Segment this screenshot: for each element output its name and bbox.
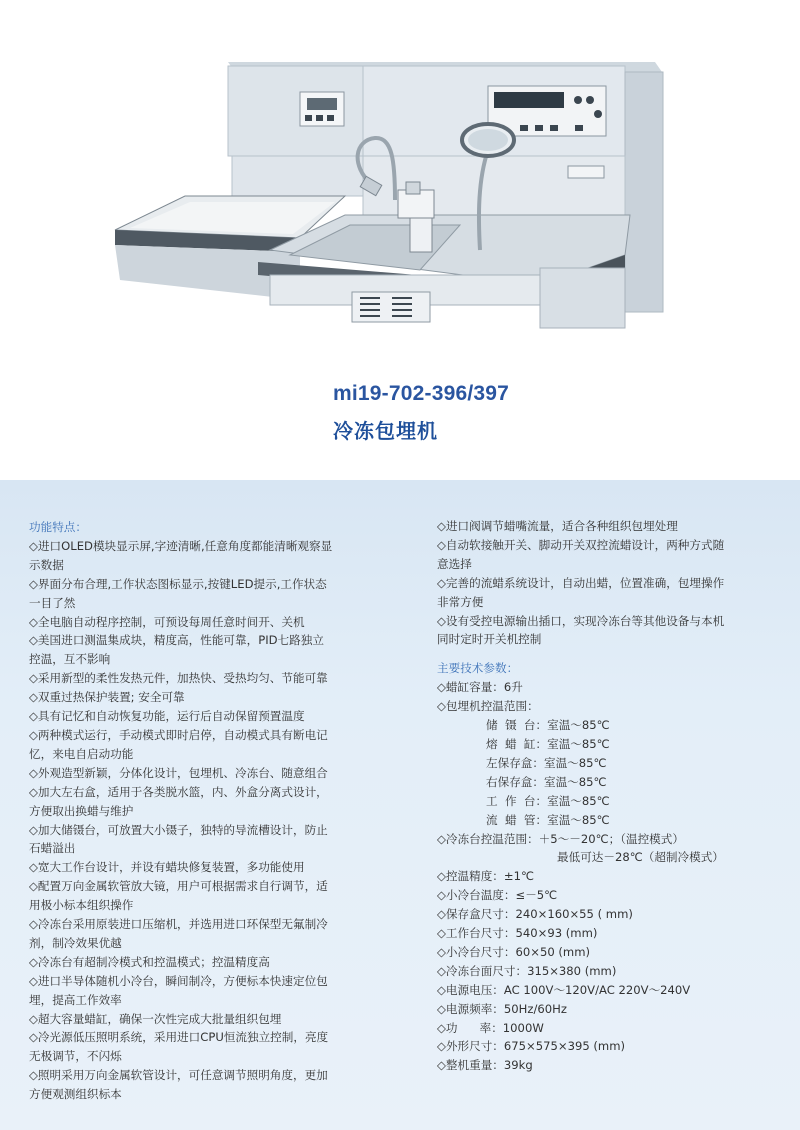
feature-line: ◇自动软接触开关、脚动开关双控流蜡设计，两种方式随: [437, 537, 725, 552]
feature-line: 埋，提高工作效率: [29, 992, 122, 1007]
feature-line: ◇美国进口测温集成块，精度高，性能可靠，PID七路独立: [29, 633, 324, 648]
spec-temp-item: 流 蜡 管：室温～85℃: [486, 812, 610, 827]
product-photo-area: [0, 0, 800, 480]
spec-item: ◇控温精度：±1℃: [437, 869, 534, 884]
spec-item: ◇电源频率：50Hz/60Hz: [437, 1001, 567, 1016]
spec-cold-range-2: 最低可达－28℃（超制冷模式）: [557, 850, 724, 865]
product-name: 冷冻包埋机: [333, 419, 438, 443]
feature-line: ◇进口半导体随机小冷台，瞬间制冷，方便标本快速定位包: [29, 973, 328, 988]
spec-temp-item: 工 作 台：室温～85℃: [486, 793, 610, 808]
feature-line: 方便取出换蜡与维护: [29, 803, 134, 818]
specs-section: [437, 659, 787, 1075]
spec-temp-item: 右保存盒：室温～85℃: [486, 774, 607, 789]
feature-line: ◇照明采用万向金属软管设计，可任意调节照明角度，更加: [29, 1068, 328, 1083]
spec-temp-item: 左保存盒：室温～85℃: [486, 755, 607, 770]
features-title: 功能特点：: [29, 520, 87, 534]
spec-item: ◇保存盒尺寸：240×160×55 ( mm): [437, 907, 633, 922]
feature-line: 一目了然: [29, 595, 76, 610]
feature-line: ◇完善的流蜡系统设计，自动出蜡，位置准确，包埋操作: [437, 575, 725, 590]
feature-line: 用极小标本组织操作: [29, 898, 134, 913]
spec-temp-item: 储 镊 台：室温～85℃: [486, 718, 610, 733]
spec-item: ◇整机重量：39kg: [437, 1058, 533, 1073]
spec-item: ◇电源电压：AC 100V～120V/AC 220V～240V: [437, 982, 691, 997]
feature-line: ◇冷冻台有超制冷模式和控温模式；控温精度高: [29, 954, 270, 969]
feature-line: 同时定时开关机控制: [437, 632, 542, 647]
spec-cold-range: ◇冷冻台控温范围：＋5～－20℃；（温控模式）: [437, 831, 684, 846]
feature-line: 忆，来电自启动功能: [29, 746, 134, 761]
right-column: [437, 517, 787, 1075]
feature-line: ◇配置万向金属软管放大镜，用户可根据需求自行调节，适: [29, 879, 328, 894]
spec-item: ◇外形尺寸：675×575×395 (mm): [437, 1039, 626, 1054]
feature-line: 非常方便: [437, 594, 484, 609]
feature-line: ◇采用新型的柔性发热元件，加热快、受热均匀、节能可靠: [29, 671, 328, 686]
feature-line: ◇超大容量蜡缸，确保一次性完成大批量组织包埋: [29, 1011, 282, 1026]
feature-line: 剂，制冷效果优越: [29, 935, 122, 950]
feature-line: 意选择: [437, 556, 472, 571]
feature-line: 无极调节，不闪烁: [29, 1049, 122, 1064]
spec-item: ◇功 率：1000W: [437, 1020, 544, 1035]
specs-title: 主要技术参数：: [437, 661, 519, 676]
feature-line: ◇冷光源低压照明系统，采用进口CPU恒流独立控制，亮度: [29, 1030, 329, 1045]
features-column: [29, 518, 389, 1104]
feature-line: 控温，互不影响: [29, 652, 111, 667]
spec-item: ◇小冷台尺寸：60×50 (mm): [437, 944, 591, 959]
spec-wax-capacity: ◇蜡缸容量：6升: [437, 680, 523, 695]
embedding-machine-image: [0, 0, 800, 480]
feature-line: ◇外观造型新颖，分体化设计，包埋机、冷冻台、随意组合: [29, 765, 328, 780]
feature-line: ◇双重过热保护装置; 安全可靠: [29, 690, 185, 705]
spec-temp-item: 熔 蜡 缸：室温～85℃: [486, 736, 610, 751]
feature-line: 方便观测组织标本: [29, 1087, 122, 1102]
spec-item: ◇小冷台温度：≤－5℃: [437, 888, 558, 903]
feature-line: ◇两种模式运行，手动模式即时启停，自动模式具有断电记: [29, 727, 328, 742]
feature-line: ◇设有受控电源输出插口，实现冷冻台等其他设备与本机: [437, 613, 725, 628]
spec-item: ◇工作台尺寸：540×93 (mm): [437, 926, 598, 941]
feature-line: ◇具有记忆和自动恢复功能，运行后自动保留预置温度: [29, 709, 305, 724]
feature-line: ◇冷冻台采用原装进口压缩机，并选用进口环保型无氟制冷: [29, 917, 328, 932]
feature-line: ◇进口OLED模块显示屏,字迹清晰,任意角度都能清晰观察显: [29, 538, 333, 553]
feature-line: ◇加大储镊台，可放置大小镊子，独特的导流槽设计，防止: [29, 822, 328, 837]
feature-line: ◇进口阀调节蜡嘴流量，适合各种组织包埋处理: [437, 519, 678, 533]
feature-line: 示数据: [29, 557, 64, 572]
feature-line: 石蜡溢出: [29, 841, 76, 856]
spec-temp-range-title: ◇包埋机控温范围：: [437, 699, 539, 714]
product-model: mi19-702-396/397: [333, 382, 509, 405]
feature-line: ◇加大左右盒，适用于各类脱水篮，内、外盒分离式设计，: [29, 784, 328, 799]
feature-line: ◇宽大工作台设计，并设有蜡块修复装置，多功能使用: [29, 860, 305, 875]
spec-item: ◇冷冻台面尺寸：315×380 (mm): [437, 963, 617, 978]
feature-line: ◇界面分布合理,工作状态图标显示,按键LED提示,工作状态: [29, 576, 327, 591]
feature-line: ◇全电脑自动程序控制，可预设每周任意时间开、关机: [29, 614, 305, 629]
